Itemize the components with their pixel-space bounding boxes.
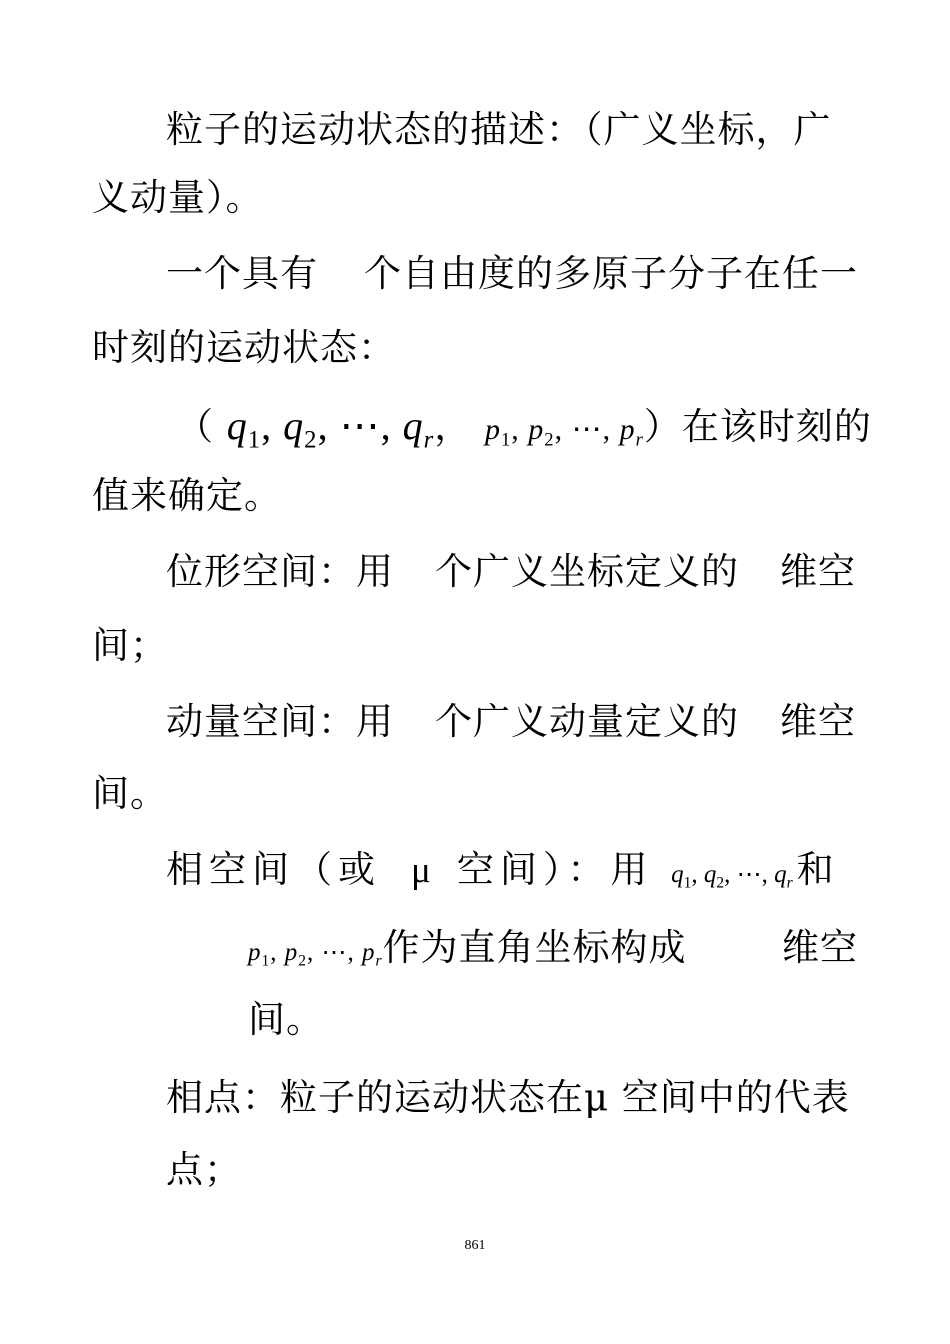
text: 和 [796, 848, 834, 891]
paragraph-2-line-1 [166, 252, 858, 296]
q-coordinates-inline-formula: $q_1$, $q_2$, ⋯, $q_r$ [671, 861, 793, 892]
paragraph-5-line-2 [92, 772, 168, 816]
text: 粒子的运动状态的描述：（广义坐标，广 [166, 108, 832, 151]
text: 义动量）。 [92, 176, 264, 219]
text: 相空间（或 [166, 848, 381, 891]
paragraph-7-line-1 [166, 1076, 850, 1120]
paragraph-4-line-2 [92, 624, 168, 668]
text: 空间）：用 [456, 848, 654, 891]
paragraph-5-line-1 [166, 700, 856, 744]
paragraph-1-line-2 [92, 176, 264, 220]
text: ， [434, 405, 473, 448]
text: 维空 [780, 700, 856, 743]
text: ）在该时刻的 [643, 405, 872, 448]
text: （ [176, 405, 214, 448]
text: 值来确定。 [92, 474, 282, 517]
text: 维空 [780, 550, 856, 593]
paragraph-6-line-1 [166, 848, 834, 897]
paragraph-1-line-1 [166, 108, 832, 152]
text: 间； [92, 624, 168, 667]
p-momenta-formula: $p_1$, $p_2$, ⋯, $p_r$ [485, 413, 644, 451]
paragraph-4-line-1 [166, 550, 856, 594]
text: 一个具有 [166, 252, 318, 295]
mu-symbol: μ [411, 850, 437, 891]
text: 点； [166, 1148, 242, 1191]
text: 维空 [782, 926, 858, 969]
text: 作为直角坐标构成 [382, 926, 687, 969]
paragraph-6-line-2 [248, 926, 858, 975]
page-number: 861 [464, 1238, 486, 1253]
paragraph-3-line-2 [92, 474, 282, 518]
text: 间。 [248, 998, 324, 1041]
text: 相点：粒子的运动状态在μ 空间中的代表 [166, 1076, 850, 1119]
p-momenta-inline-formula: $p_1$, $p_2$, ⋯, $p_r$ [248, 939, 383, 970]
text: 个广义动量定义的 [435, 700, 739, 743]
text: 个广义坐标定义的 [435, 550, 739, 593]
text: 位形空间：用 [166, 550, 394, 593]
paragraph-2-line-2 [92, 326, 396, 370]
text: 动量空间：用 [166, 700, 394, 743]
text: 个自由度的多原子分子在任一 [364, 252, 858, 295]
paragraph-3-line-1 [176, 404, 872, 452]
q-coordinates-formula: $q_1$, $q_2$, ⋯, $q_r$ [226, 403, 435, 454]
paragraph-6-line-3 [248, 998, 324, 1042]
paragraph-7-line-2 [166, 1148, 242, 1192]
text: 间。 [92, 772, 168, 815]
text: 时刻的运动状态： [92, 326, 396, 369]
